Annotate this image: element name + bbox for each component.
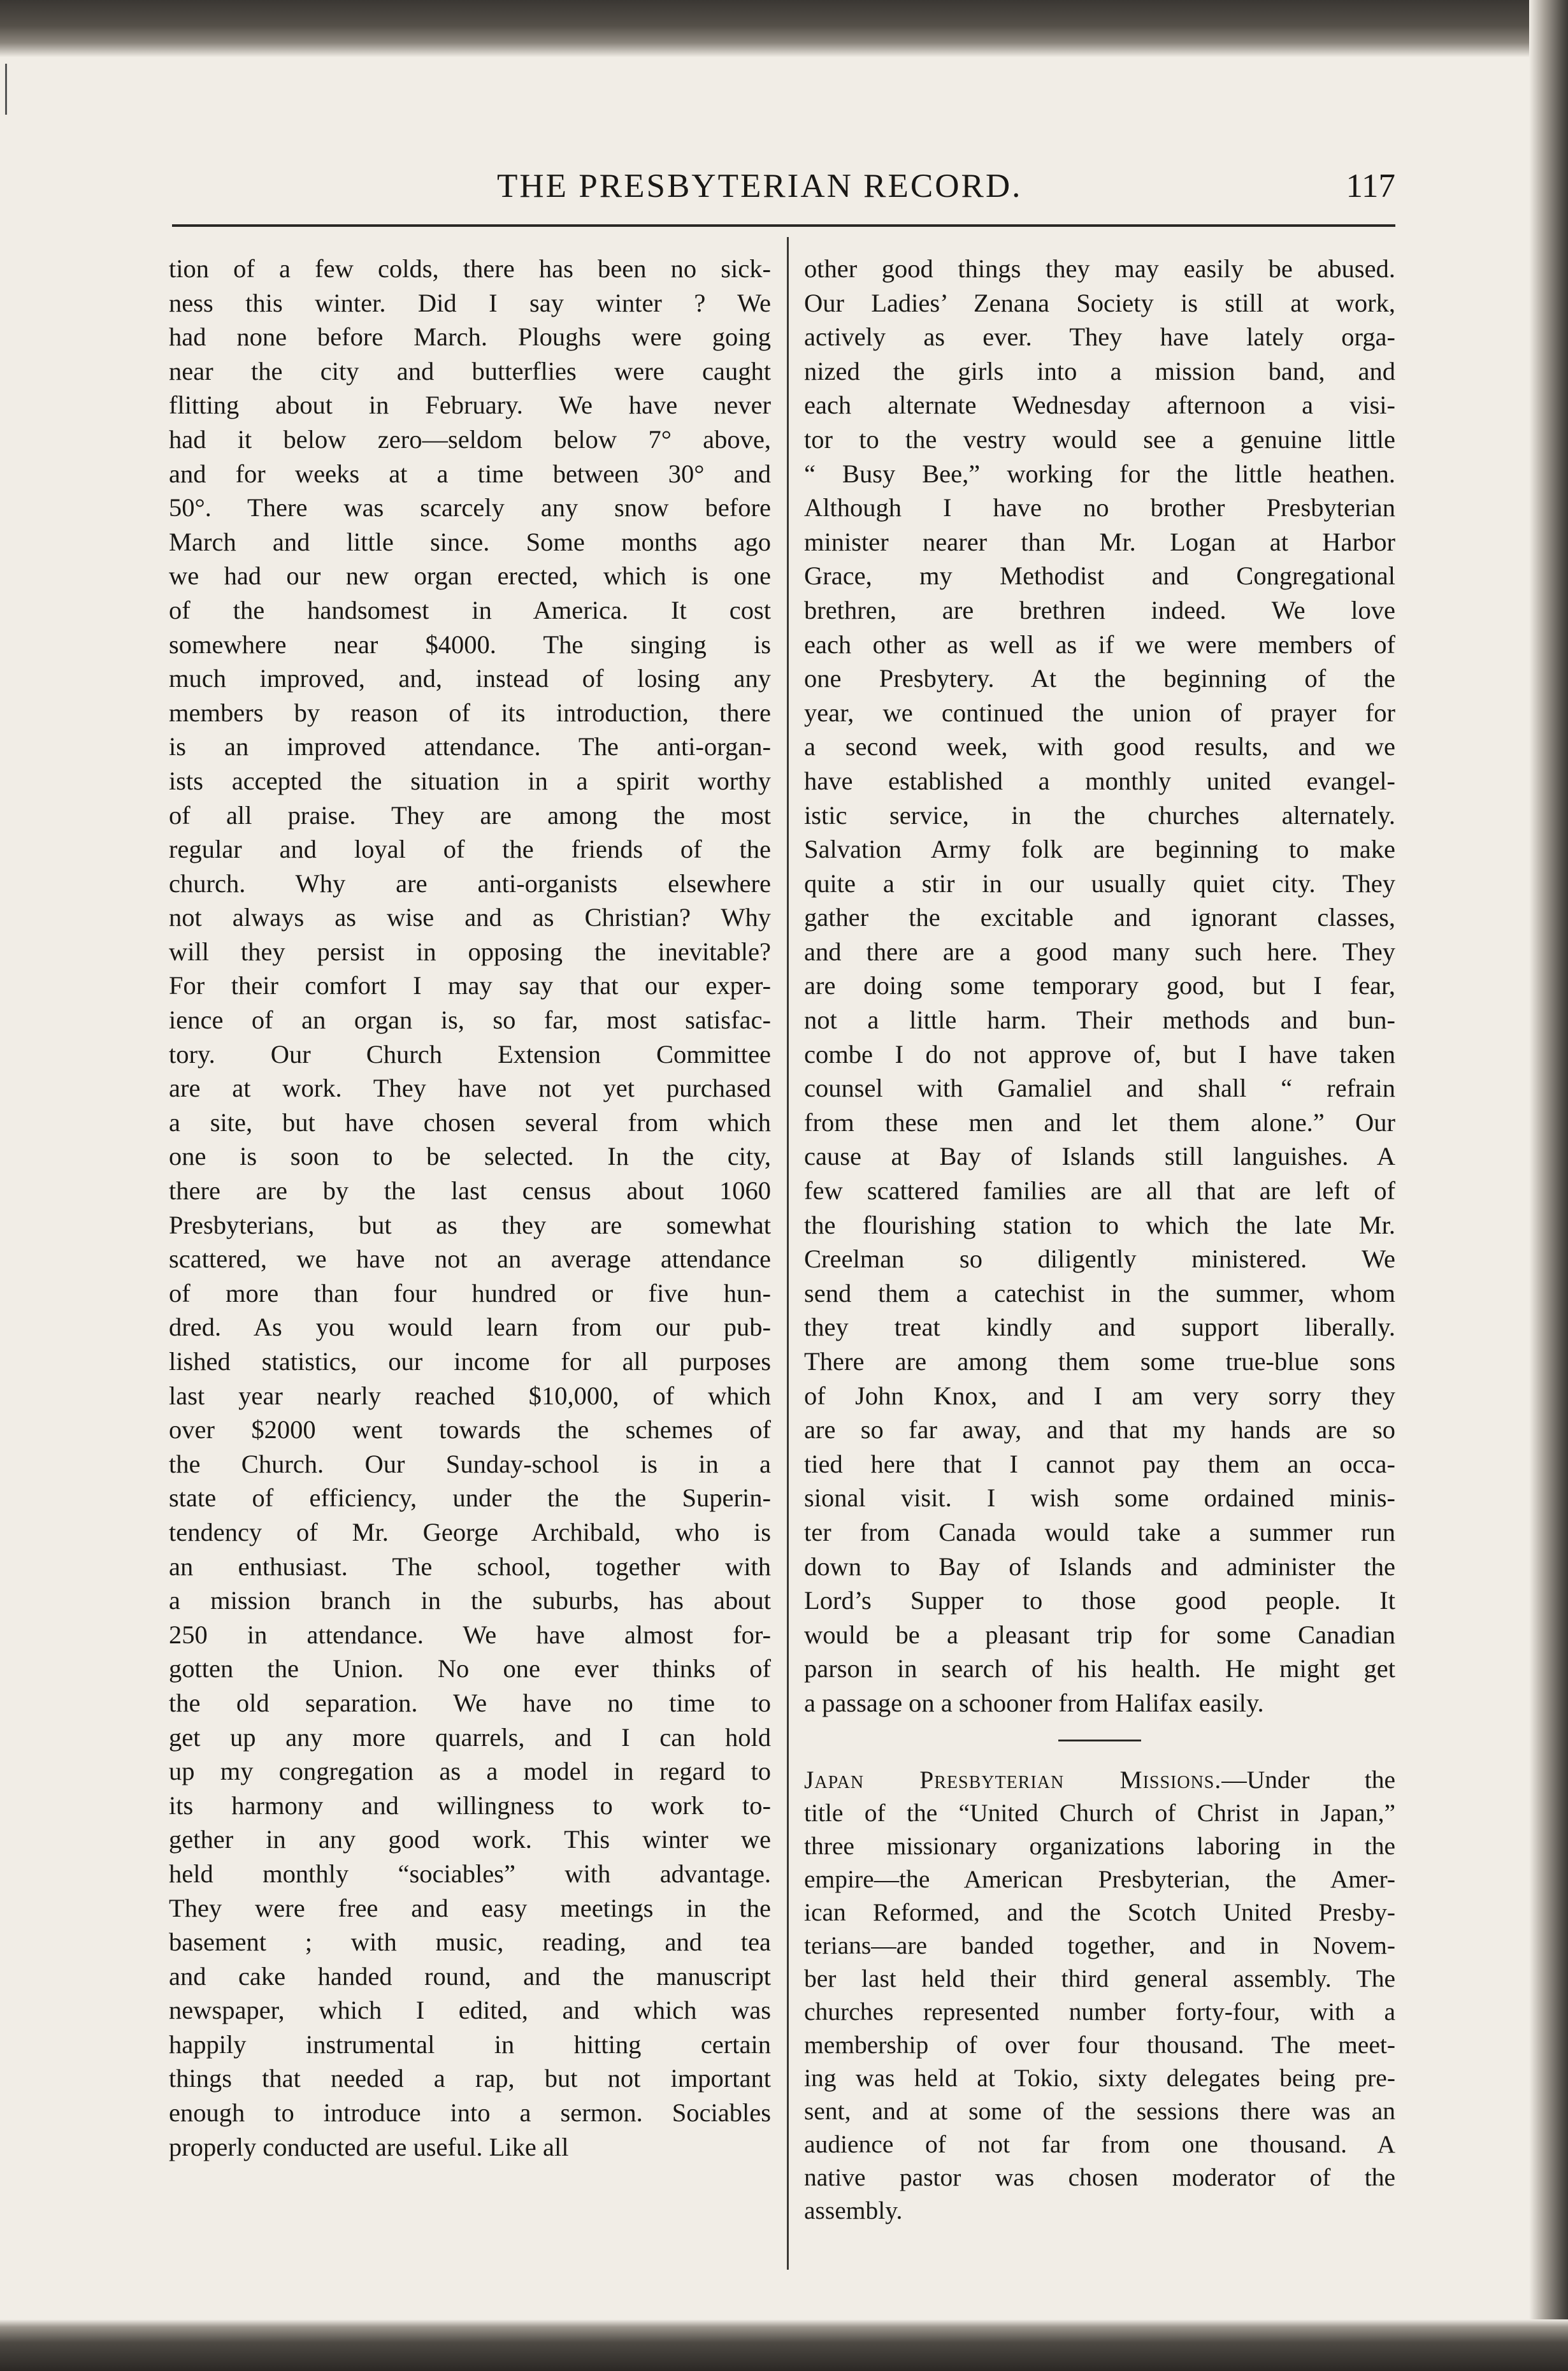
text-line: three missionary organizations laboring in the (804, 1831, 1395, 1860)
text-line: and cake handed round, and the manuscript (169, 1961, 771, 1991)
text-line: state of efficiency, under the the Superin- (169, 1483, 771, 1513)
text-line: would be a pleasant trip for some Canadian (804, 1620, 1395, 1649)
text-line: March and little since. Some months ago (169, 527, 771, 556)
text-line: a passage on a schooner from Halifax easily. (804, 1688, 1264, 1717)
right-column (804, 252, 1395, 2227)
text-line: other good things they may easily be abused. (804, 254, 1395, 283)
text-line: of the handsomest in America. It cost (169, 595, 771, 624)
text-line: ists accepted the situation in a spirit worthy (169, 766, 771, 795)
text-line: brethren, are brethren indeed. We love (804, 595, 1395, 624)
text-line: get up any more quarrels, and I can hold (169, 1722, 771, 1752)
section-divider (1058, 1740, 1141, 1741)
text-line: there are by the last census about 1060 (169, 1176, 771, 1206)
text-line: combe I do not approve of, but I have taken (804, 1039, 1395, 1069)
text-line: For their comfort I may say that our exper- (169, 971, 771, 1000)
text-line: is an improved attendance. The anti-organ- (169, 732, 771, 761)
text-line: happily instrumental in hitting certain (169, 2029, 771, 2059)
text-line: audience of not far from one thousand. A (804, 2130, 1395, 2158)
text-line: scattered, we have not an average attendance (169, 1244, 771, 1274)
text-line: sional visit. I wish some ordained minis- (804, 1483, 1395, 1513)
text-line: tion of a few colds, there has been no sick- (169, 254, 771, 283)
left-column (169, 252, 771, 2164)
text-line: ter from Canada would take a summer run (804, 1517, 1395, 1546)
text-line: terians—are banded together, and in Novem- (804, 1931, 1395, 1959)
text-line: Grace, my Methodist and Congregational (804, 561, 1395, 591)
text-line: minister nearer than Mr. Logan at Harbor (804, 527, 1395, 556)
text-line: cause at Bay of Islands still languishes. A (804, 1142, 1395, 1171)
text-line: empire—the American Presbyterian, the Amer- (804, 1864, 1395, 1893)
text-line: regular and loyal of the friends of the (169, 835, 771, 864)
text-line: not a little harm. Their methods and bun- (804, 1005, 1395, 1035)
text-line: few scattered families are all that are left of (804, 1176, 1395, 1206)
page-edge-right (1529, 0, 1568, 2371)
text-line: its harmony and willingness to work to- (169, 1791, 771, 1820)
page-edge-bottom (0, 2319, 1568, 2371)
text-line: ican Reformed, and the Scotch United Presby- (804, 1898, 1395, 1926)
page-number: 117 (1346, 168, 1395, 205)
text-line: things that needed a rap, but not important (169, 2064, 771, 2093)
text-line: nized the girls into a mission band, and (804, 356, 1395, 386)
text-line: they treat kindly and support liberally. (804, 1313, 1395, 1342)
text-line: ience of an organ is, so far, most satisfac- (169, 1005, 771, 1035)
text-line: Presbyterians, but as they are somewhat (169, 1210, 771, 1239)
text-line: assembly. (804, 2196, 903, 2224)
text-line: are doing some temporary good, but I fear, (804, 971, 1395, 1000)
text-line: a mission branch in the suburbs, has about (169, 1586, 771, 1615)
text-line: the Church. Our Sunday-school is in a (169, 1449, 771, 1478)
text-line: an enthusiast. The school, together with (169, 1552, 771, 1581)
text-line: up my congregation as a model in regard to (169, 1757, 771, 1786)
page-header (166, 167, 1395, 218)
text-line: are at work. They have not yet purchased (169, 1074, 771, 1103)
text-line: ber last held their third general assembly. The (804, 1964, 1395, 1993)
text-line: and there are a good many such here. They (804, 937, 1395, 966)
text-line: flitting about in February. We have never (169, 391, 771, 420)
text-line: over $2000 went towards the schemes of (169, 1415, 771, 1445)
text-line: tor to the vestry would see a genuine little (804, 424, 1395, 454)
text-line: will they persist in opposing the inevitable? (169, 937, 771, 966)
text-line: title of the “United Church of Christ in Japan,” (804, 1798, 1395, 1827)
text-line: from these men and let them alone.” Our (804, 1107, 1395, 1137)
text-line: the flourishing station to which the late Mr. (804, 1210, 1395, 1239)
text-line: one is soon to be selected. In the city, (169, 1142, 771, 1171)
text-line: istic service, in the churches alternately. (804, 800, 1395, 830)
japan-heading-line (804, 1763, 1395, 1796)
text-line: Lord’s Supper to those good people. It (804, 1586, 1395, 1615)
text-line: dred. As you would learn from our pub- (169, 1313, 771, 1342)
text-line: somewhere near $4000. The singing is (169, 630, 771, 659)
header-rule (172, 224, 1395, 227)
text-line: Although I have no brother Presbyterian (804, 493, 1395, 522)
text-line: had it below zero—seldom below 7° above, (169, 424, 771, 454)
text-line: tendency of Mr. George Archibald, who is (169, 1517, 771, 1546)
text-line: ing was held at Tokio, sixty delegates being pre- (804, 2063, 1395, 2092)
text-line: are so far away, and that my hands are so (804, 1415, 1395, 1445)
text-line: Our Ladies’ Zenana Society is still at work, (804, 288, 1395, 317)
text-line: native pastor was chosen moderator of the (804, 2163, 1395, 2191)
text-line: Salvation Army folk are beginning to make (804, 835, 1395, 864)
text-line: gather the excitable and ignorant classes, (804, 903, 1395, 932)
text-line: gether in any good work. This winter we (169, 1825, 771, 1854)
text-line: year, we continued the union of prayer for (804, 698, 1395, 727)
right-column-main-text (804, 252, 1395, 1720)
text-line: enough to introduce into a sermon. Sociables (169, 2098, 771, 2128)
text-line: “ Busy Bee,” working for the little heathen. (804, 459, 1395, 488)
text-line: parson in search of his health. He might get (804, 1654, 1395, 1683)
text-line: basement ; with music, reading, and tea (169, 1928, 771, 1957)
text-line: members by reason of its introduction, there (169, 698, 771, 727)
text-line: one Presbytery. At the beginning of the (804, 664, 1395, 693)
text-line: held monthly “sociables” with advantage. (169, 1859, 771, 1888)
text-line: quite a stir in our usually quiet city. They (804, 868, 1395, 898)
text-line: tory. Our Church Extension Committee (169, 1039, 771, 1069)
text-line: not always as wise and as Christian? Why (169, 903, 771, 932)
text-line: lished statistics, our income for all purposes (169, 1347, 771, 1376)
text-line: near the city and butterflies were caught (169, 356, 771, 386)
text-line: much improved, and, instead of losing any (169, 664, 771, 693)
column-divider (787, 237, 789, 2270)
japan-missions-paragraph (804, 1763, 1395, 2227)
text-line: gotten the Union. No one ever thinks of (169, 1654, 771, 1683)
japan-heading: Japan Presbyterian Missions. (804, 1765, 1222, 1794)
text-line: we had our new organ erected, which is one (169, 561, 771, 591)
text-line: of more than four hundred or five hun- (169, 1278, 771, 1308)
text-line: each alternate Wednesday afternoon a visi- (804, 391, 1395, 420)
text-line: properly conducted are useful. Like all (169, 2132, 569, 2161)
text-line: 50°. There was scarcely any snow before (169, 493, 771, 522)
text-line: Creelman so diligently ministered. We (804, 1244, 1395, 1274)
japan-heading-rest: —Under the (1221, 1765, 1395, 1794)
text-line: churches represented number forty-four, with a (804, 1997, 1395, 2026)
margin-mark (5, 64, 7, 115)
text-line: There are among them some true-blue sons (804, 1347, 1395, 1376)
text-line: the old separation. We have no time to (169, 1688, 771, 1717)
text-line: ness this winter. Did I say winter ? We (169, 288, 771, 317)
text-line: down to Bay of Islands and administer the (804, 1552, 1395, 1581)
text-line: They were free and easy meetings in the (169, 1893, 771, 1922)
text-line: actively as ever. They have lately orga- (804, 322, 1395, 352)
text-line: a second week, with good results, and we (804, 732, 1395, 761)
text-line: membership of over four thousand. The meet- (804, 2030, 1395, 2059)
text-line: church. Why are anti-organists elsewhere (169, 868, 771, 898)
text-line: each other as well as if we were members of (804, 630, 1395, 659)
text-line: sent, and at some of the sessions there was an (804, 2096, 1395, 2125)
text-line: last year nearly reached $10,000, of which (169, 1381, 771, 1410)
text-line: send them a catechist in the summer, whom (804, 1278, 1395, 1308)
text-line: 250 in attendance. We have almost for- (169, 1620, 771, 1649)
text-line: a site, but have chosen several from which (169, 1107, 771, 1137)
text-line: have established a monthly united evangel- (804, 766, 1395, 795)
text-line: tied here that I cannot pay them an occa- (804, 1449, 1395, 1478)
text-line: counsel with Gamaliel and shall “ refrain (804, 1074, 1395, 1103)
text-line: of John Knox, and I am very sorry they (804, 1381, 1395, 1410)
text-line: newspaper, which I edited, and which was (169, 1996, 771, 2025)
page-edge-top (0, 0, 1568, 57)
running-title: THE PRESBYTERIAN RECORD. (497, 168, 1023, 205)
text-line: of all praise. They are among the most (169, 800, 771, 830)
text-line: and for weeks at a time between 30° and (169, 459, 771, 488)
text-line: had none before March. Ploughs were going (169, 322, 771, 352)
